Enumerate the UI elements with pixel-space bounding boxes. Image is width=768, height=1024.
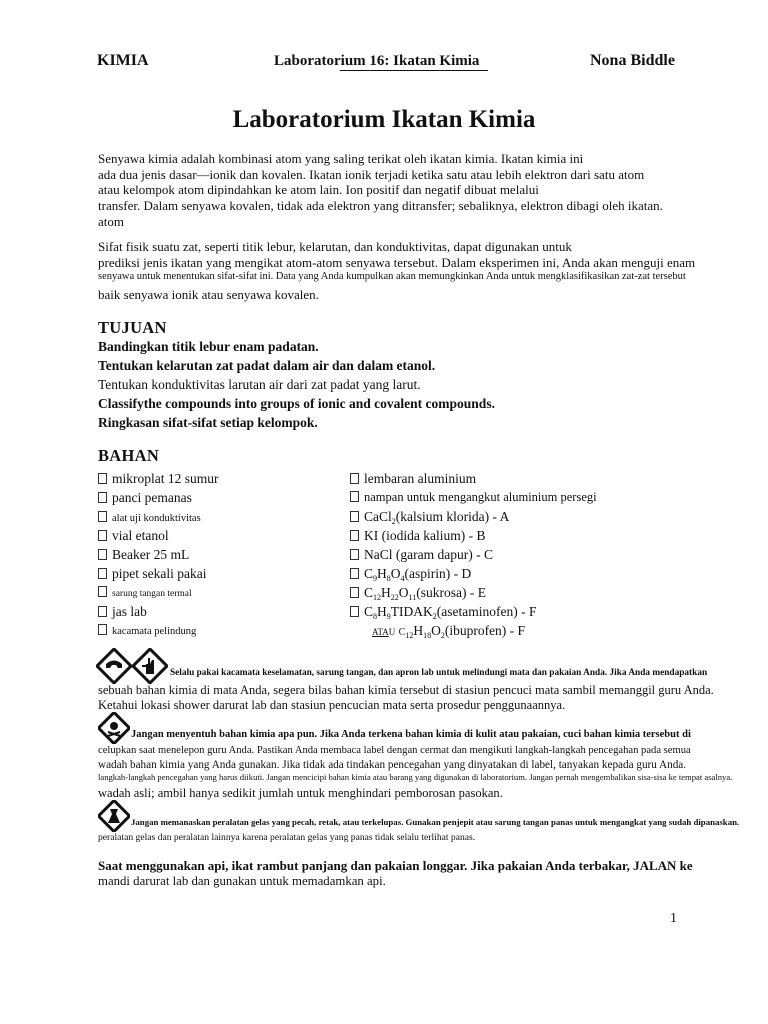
- checkbox-icon: [350, 549, 359, 560]
- checkbox-icon: [98, 568, 107, 579]
- para2-line: Sifat fisik suatu zat, seperti titik lebur, kelarutan, dan konduktivitas, dapat digunakan untuk: [98, 239, 572, 254]
- checkbox-icon: [350, 530, 359, 541]
- safety-warning-2: Jangan menyentuh bahan kimia apa pun. Jika Anda terkena bahan kimia di kulit atau pakaian, cuci bahan kimia tersebut di: [131, 729, 691, 740]
- material-item: Beaker 25 mL: [98, 547, 189, 563]
- safety-line: Ketahui lokasi shower darurat lab dan stasiun pencucian mata serta prosedur penggunaannya.: [98, 698, 566, 712]
- material-item: sarung tangan termal: [98, 586, 192, 599]
- material-item: NaCl (garam dapur) - C: [350, 547, 493, 563]
- hand-protection-icon: [132, 648, 168, 684]
- para2-line: prediksi jenis ikatan yang mengikat atom-atom senyawa tersebut. Dalam eksperimen ini, Anda akan menguji enam: [98, 255, 696, 270]
- checkbox-icon: [98, 624, 107, 635]
- checkbox-icon: [350, 568, 359, 579]
- safety-line: peralatan gelas dan peralatan lainnya karena peralatan gelas yang panas tidak selalu terlihat panas.: [98, 832, 476, 843]
- intro-line: atau kelompok atom dipindahkan ke atom lain. Ion positif dan negatif dibuat melalui: [98, 182, 539, 197]
- subject-label: KIMIA: [97, 52, 149, 69]
- checkbox-icon: [98, 606, 107, 617]
- checkbox-icon: [98, 530, 107, 541]
- lab-title: Laboratorium 16: Ikatan Kimia: [274, 53, 480, 69]
- material-item: ATAU $C_{12}H_{18}O_2(ibuprofen)$ - F: [372, 623, 526, 640]
- checkbox-icon: [350, 491, 359, 502]
- checkbox-icon: [98, 586, 107, 597]
- checkbox-icon: [350, 587, 359, 598]
- checkbox-icon: [350, 511, 359, 522]
- checkbox-icon: [350, 473, 359, 484]
- material-item: mikroplat 12 sumur: [98, 471, 219, 487]
- bahan-heading: BAHAN: [98, 446, 160, 465]
- material-item: KI (iodida kalium) - B: [350, 528, 485, 544]
- header-underline: [340, 70, 488, 71]
- material-item: jas lab: [98, 604, 147, 620]
- safety-warning-3: Jangan memanaskan peralatan gelas yang pecah, retak, atau terkelupas. Gunakan penjepit atau sarung tangan panas untuk mengangkat yang sudah dipanaskan.: [131, 817, 740, 827]
- material-item: vial etanol: [98, 528, 169, 544]
- material-item: $C_8H_9TIDAK_2(asetaminofen)$ - F: [350, 604, 536, 620]
- material-item: CaCl$_2$(kalsium klorida) - A: [350, 509, 509, 525]
- tujuan-heading: TUJUAN: [98, 318, 167, 337]
- safety-line: langkah-langkah pencegahan yang harus diikuti. Jangan mencicipi bahan kimia atau barang yang digunakan di laboratorium. Jangan pernah mengembalikan sisa-sisa ke tempat asalnya.: [98, 772, 733, 782]
- para2-line: senyawa untuk menentukan sifat-sifat ini. Data yang Anda kumpulkan akan memungkinkan Anda untuk mengklasifikasikan zat-zat tersebut: [98, 271, 686, 282]
- intro-line: transfer. Dalam senyawa kovalen, tidak ada elektron yang ditransfer; sebaliknya, elektron dibagi oleh ikatan.: [98, 198, 663, 213]
- checkbox-icon: [98, 492, 107, 503]
- eye-protection-icon: [96, 648, 132, 684]
- checkbox-icon: [98, 549, 107, 560]
- checkbox-icon: [350, 606, 359, 617]
- intro-line: Senyawa kimia adalah kombinasi atom yang saling terikat oleh ikatan kimia. Ikatan kimia ini: [98, 151, 584, 166]
- checkbox-icon: [98, 473, 107, 484]
- objective-item: Tentukan konduktivitas larutan air dari zat padat yang larut.: [98, 377, 421, 392]
- material-item: pipet sekali pakai: [98, 566, 206, 582]
- safety-line: mandi darurat lab dan gunakan untuk memadamkan api.: [98, 874, 386, 888]
- para2-line: baik senyawa ionik atau senyawa kovalen.: [98, 287, 319, 302]
- page-number: 1: [670, 911, 677, 926]
- teacher-name: Nona Biddle: [590, 52, 675, 69]
- material-item: $C_9H_8O_4(aspirin)$ - D: [350, 566, 471, 582]
- objective-item: Tentukan kelarutan zat padat dalam air dan dalam etanol.: [98, 358, 436, 373]
- intro-line: atom: [98, 214, 124, 229]
- safety-line: celupkan saat menelepon guru Anda. Pastikan Anda membaca label dengan cermat dan mengikuti langkah-langkah pencegahan pada semua: [98, 745, 691, 756]
- safety-warning-1: Selalu pakai kacamata keselamatan, sarung tangan, dan apron lab untuk melindungi mata dan pakaian Anda. Jika Anda mendapatkan: [170, 668, 708, 678]
- objective-item: Bandingkan titik lebur enam padatan.: [98, 339, 319, 354]
- intro-line: ada dua jenis dasar—ionik dan kovalen. Ikatan ionik terjadi ketika satu atau lebih elektron dari satu atom: [98, 167, 645, 182]
- objective-item: Classifythe compounds into groups of ionic and covalent compounds.: [98, 396, 495, 411]
- material-item: panci pemanas: [98, 490, 192, 506]
- safety-warning-4: Saat menggunakan api, ikat rambut panjang dan pakaian longgar. Jika pakaian Anda terbakar, JALAN ke: [98, 858, 693, 873]
- material-item: lembaran aluminium: [350, 471, 476, 487]
- safety-line: wadah asli; ambil hanya sedikit jumlah untuk menghindari pemborosan pasokan.: [98, 786, 503, 800]
- safety-line: wadah bahan kimia yang Anda gunakan. Jika tidak ada tindakan pencegahan yang dinyatakan di label, tanyakan kepada guru Anda.: [98, 759, 687, 771]
- material-item: alat uji konduktivitas: [98, 511, 201, 524]
- hot-glassware-icon: [98, 800, 130, 832]
- objective-item: Ringkasan sifat-sifat setiap kelompok.: [98, 415, 318, 430]
- material-item: kacamata pelindung: [98, 624, 196, 637]
- page-title: Laboratorium Ikatan Kimia: [232, 106, 536, 133]
- material-item: nampan untuk mengangkut aluminium persegi: [350, 490, 597, 505]
- checkbox-icon: [98, 511, 107, 522]
- poison-hazard-icon: [98, 712, 130, 744]
- material-item: $C_{12}H_{22}O_{11}(sukrosa)$ - E: [350, 585, 486, 601]
- safety-line: sebuah bahan kimia di mata Anda, segera bilas bahan kimia tersebut di stasiun pencuci mata sambil memanggil guru Anda.: [98, 683, 714, 697]
